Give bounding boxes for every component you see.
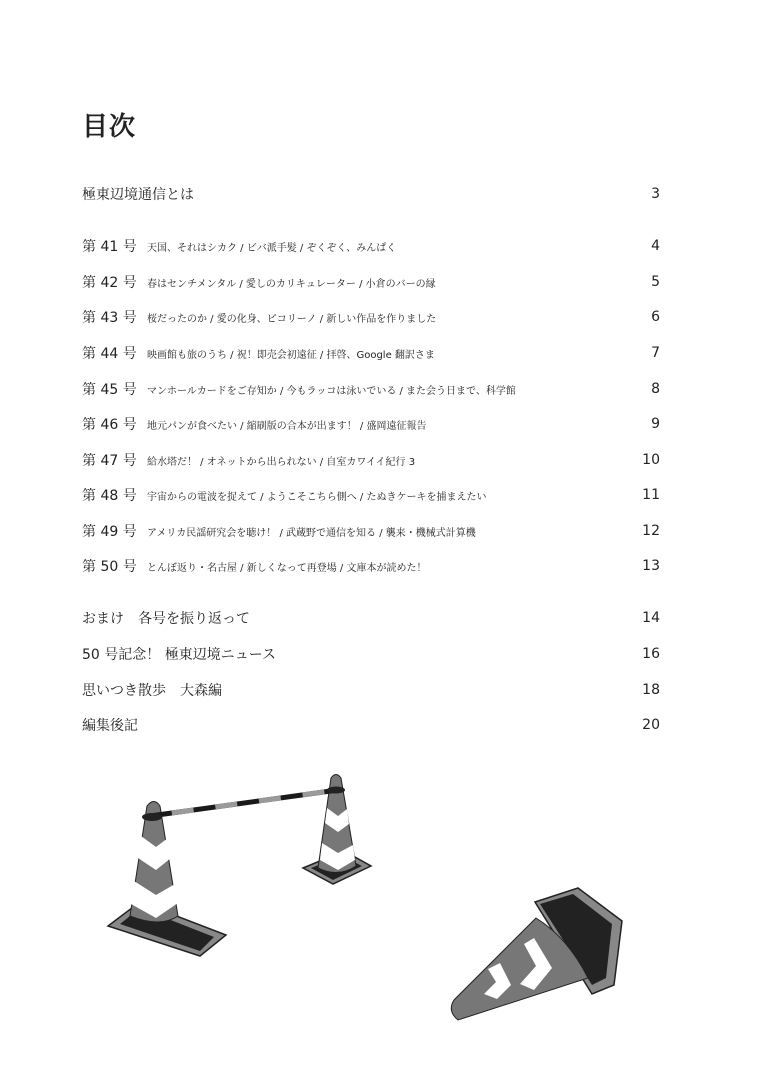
- page-number: 13: [642, 558, 660, 574]
- issue-topics: 地元パンが食べたい / 縮刷版の合本が出ます！ / 盛岡遠征報告: [147, 420, 427, 432]
- entry-title: 編集後記: [82, 718, 138, 734]
- issue-topics: とんぼ返り・名古屋 / 新しくなって再登場 / 文庫本が読めた！: [147, 562, 427, 574]
- page-number: 8: [651, 381, 660, 397]
- page-number: 18: [642, 682, 660, 698]
- entry-title: 思いつき散歩 大森編: [82, 683, 222, 699]
- issue-topics: 天国、それはシカク / ビバ派手髪 / ぞくぞく、みんぱく: [147, 242, 397, 254]
- issue-label: 第 45 号: [82, 382, 137, 398]
- issue-label: 第 49 号: [82, 524, 137, 540]
- page-number: 6: [651, 309, 660, 325]
- page-number: 10: [642, 452, 660, 468]
- page-number: 20: [642, 717, 660, 733]
- issue-label: 第 41 号: [82, 239, 137, 255]
- page-number: 11: [642, 487, 660, 503]
- issue-topics: 桜だったのか / 愛の化身、ピコリーノ / 新しい作品を作りました: [147, 313, 437, 325]
- page-number: 7: [651, 345, 660, 361]
- page-number: 3: [651, 186, 660, 202]
- page-title: 目次: [82, 112, 137, 142]
- issue-label: 第 47 号: [82, 453, 137, 469]
- page-number: 14: [642, 610, 660, 626]
- entry-title: 極東辺境通信とは: [82, 187, 194, 203]
- page-number: 5: [651, 274, 660, 290]
- page-number: 4: [651, 238, 660, 254]
- issue-label: 第 42 号: [82, 275, 137, 291]
- issue-topics: 給水塔だ！ / オネットから出られない / 自室カワイイ紀行 3: [147, 456, 416, 468]
- fallen-cone-icon: [451, 888, 622, 1020]
- page-number: 16: [642, 646, 660, 662]
- issue-topics: アメリカ民謡研究会を聴け！ / 武蔵野で通信を知る / 襲来・機械式計算機: [147, 527, 476, 539]
- issue-label: 第 44 号: [82, 346, 137, 362]
- issue-topics: 宇宙からの電波を捉えて / ようこそこちら側へ / たぬきケーキを捕まえたい: [147, 491, 487, 503]
- issue-label: 第 50 号: [82, 559, 137, 575]
- issue-topics: 映画館も旅のうち / 祝！即売会初遠征 / 拝啓、Google 翻訳さま: [147, 349, 435, 361]
- left-cone-icon: [108, 802, 226, 957]
- issue-label: 第 43 号: [82, 310, 137, 326]
- issue-topics: マンホールカードをご存知か / 今もラッコは泳いでいる / また会う日まで、科学館: [147, 385, 516, 397]
- entry-title: おまけ 各号を振り返って: [82, 611, 250, 627]
- page-number: 12: [642, 523, 660, 539]
- cone-bar-icon: [142, 787, 345, 822]
- page-number: 9: [651, 416, 660, 432]
- issue-label: 第 46 号: [82, 417, 137, 433]
- issue-label: 第 48 号: [82, 488, 137, 504]
- entry-title: 50 号記念！ 極東辺境ニュース: [82, 647, 277, 663]
- issue-topics: 春はセンチメンタル / 愛しのカリキュレーター / 小倉のバーの縁: [147, 278, 436, 290]
